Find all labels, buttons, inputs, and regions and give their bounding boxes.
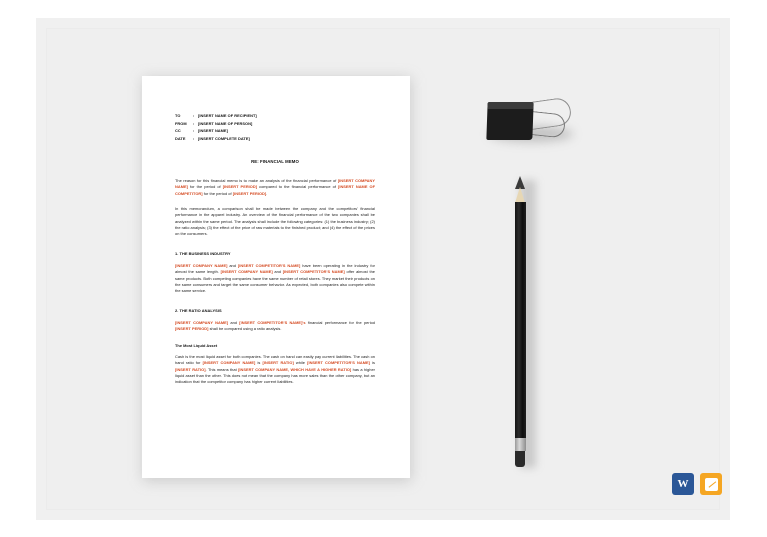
memo-header-value: [INSERT NAME] [198, 128, 228, 134]
body-text: financial performance for the period [305, 320, 376, 326]
body-text: . [266, 190, 268, 196]
file-format-badges [672, 473, 722, 495]
body-text: and [228, 320, 240, 326]
body-text: . This means that [205, 366, 239, 372]
memo-header-row [175, 121, 257, 129]
section-text-business-industry [175, 263, 375, 295]
placeholder-token: [INSERT COMPETITOR'S NAME] [282, 269, 345, 275]
placeholder-token: [INSERT COMPETITOR'S NAME] [307, 360, 370, 366]
subsection-text-most-liquid-asset [175, 354, 375, 386]
body-text: for the period of [187, 184, 223, 190]
binder-clip-icon [485, 96, 575, 148]
memo-header-label: DATE [175, 135, 186, 141]
binder-clip-body [486, 102, 533, 140]
pencil-body [515, 202, 526, 438]
body-text: and [227, 263, 238, 269]
body-text: shall be compared using a ratio analysis. [208, 326, 282, 332]
section-heading-ratio-analysis: 2. THE RATIO ANALYSIS [175, 307, 222, 313]
memo-header-label: TO [175, 113, 181, 118]
memo-paragraph-overview: In this memorandum, a comparison shall be made between the company and the competitors' financial performance in the apparel industry. An overview of the financial performance of the two companies shall be analyzed within the same period. The analysis shall include the following categories: (1) the business industry; (2) the ratio analysis; (3) the effect of the price of raw materials to the finished product; and (4) the effect of the prices on the consumers. [175, 206, 375, 237]
memo-header-value: [INSERT NAME OF RECIPIENT] [198, 113, 257, 118]
memo-header-value: [INSERT NAME OF PERSON] [198, 120, 253, 126]
memo-header-colon: : [193, 120, 195, 126]
placeholder-token: [INSERT COMPANY NAME] [175, 320, 229, 326]
subsection-heading-most-liquid-asset: The Most Liquid Asset [175, 342, 218, 348]
placeholder-token: [INSERT COMPANY NAME] [220, 269, 273, 275]
body-text: offer almost the same products. Both competing companies have the same number of retail stores. They market their products on the same consumers and target the same consumer behavior. As expected, both companies also compete within the same service. [175, 269, 375, 294]
body-text: compared to the financial performance of [257, 184, 338, 190]
pencil-icon [514, 176, 527, 468]
document-page [142, 76, 410, 478]
placeholder-token: [INSERT PERIOD] [222, 184, 258, 190]
body-text: has a higher liquid asset than the other. This does not mean that the company has more sales than the other company, but an indication that the competitor company has higher current liabilities. [175, 366, 375, 385]
pencil-ferrule [515, 438, 526, 451]
body-text: have been operating in the industry for almost the same length. [175, 263, 375, 275]
placeholder-token: [INSERT COMPANY NAME] [175, 263, 228, 269]
body-text: The reason for this financial memo is to make an analysis of the financial performance of [175, 178, 338, 184]
body-text: is [369, 360, 375, 366]
placeholder-token: [INSERT RATIO] [262, 360, 294, 366]
placeholder-token: [INSERT COMPETITOR'S NAME] [237, 263, 301, 269]
memo-header-label: FROM [175, 120, 187, 126]
memo-header-value: [INSERT COMPLETE DATE] [198, 135, 250, 141]
body-text: while [293, 360, 308, 366]
body-text: is [255, 360, 263, 366]
placeholder-token: [INSERT COMPETITOR'S NAME]'s [239, 320, 306, 326]
pencil-eraser [515, 451, 526, 467]
placeholder-token: [INSERT RATIO] [175, 366, 206, 372]
memo-header-table [175, 113, 257, 143]
document-body [175, 113, 375, 395]
section-heading-business-industry: 1. THE BUSINESS INDUSTRY [175, 250, 231, 256]
memo-header-row [175, 128, 257, 136]
section-text-ratio-analysis [175, 320, 375, 333]
word-file-badge[interactable]: W [672, 473, 694, 495]
pages-file-badge-glyph [705, 478, 718, 491]
memo-header-colon: : [193, 135, 195, 141]
memo-header-row [175, 113, 257, 121]
body-text: for the period of [202, 190, 233, 196]
memo-header-row [175, 136, 257, 144]
pencil-wood [515, 187, 525, 203]
pages-file-badge[interactable] [700, 473, 722, 495]
placeholder-token: [INSERT COMPANY NAME, WHICH HAVE A HIGHER RATIO] [238, 366, 352, 372]
placeholder-token: [INSERT PERIOD] [232, 190, 267, 196]
memo-header-label: CC [175, 128, 181, 134]
body-text: and [272, 269, 283, 275]
memo-title: RE: FINANCIAL MEMO [251, 159, 299, 165]
memo-header-colon: : [193, 128, 195, 134]
placeholder-token: [INSERT NAME OF COMPETITOR] [175, 184, 375, 196]
placeholder-token: [INSERT PERIOD] [175, 326, 209, 332]
memo-paragraph-intro [175, 178, 375, 197]
placeholder-token: [INSERT COMPANY NAME] [202, 360, 256, 366]
placeholder-token: [INSERT COMPANY NAME] [175, 178, 375, 190]
body-text: Cash is the most liquid asset for both companies. The cash on hand can easily pay current liabilities. The cash on hand ratio for [175, 354, 375, 366]
memo-header-colon: : [193, 113, 195, 118]
